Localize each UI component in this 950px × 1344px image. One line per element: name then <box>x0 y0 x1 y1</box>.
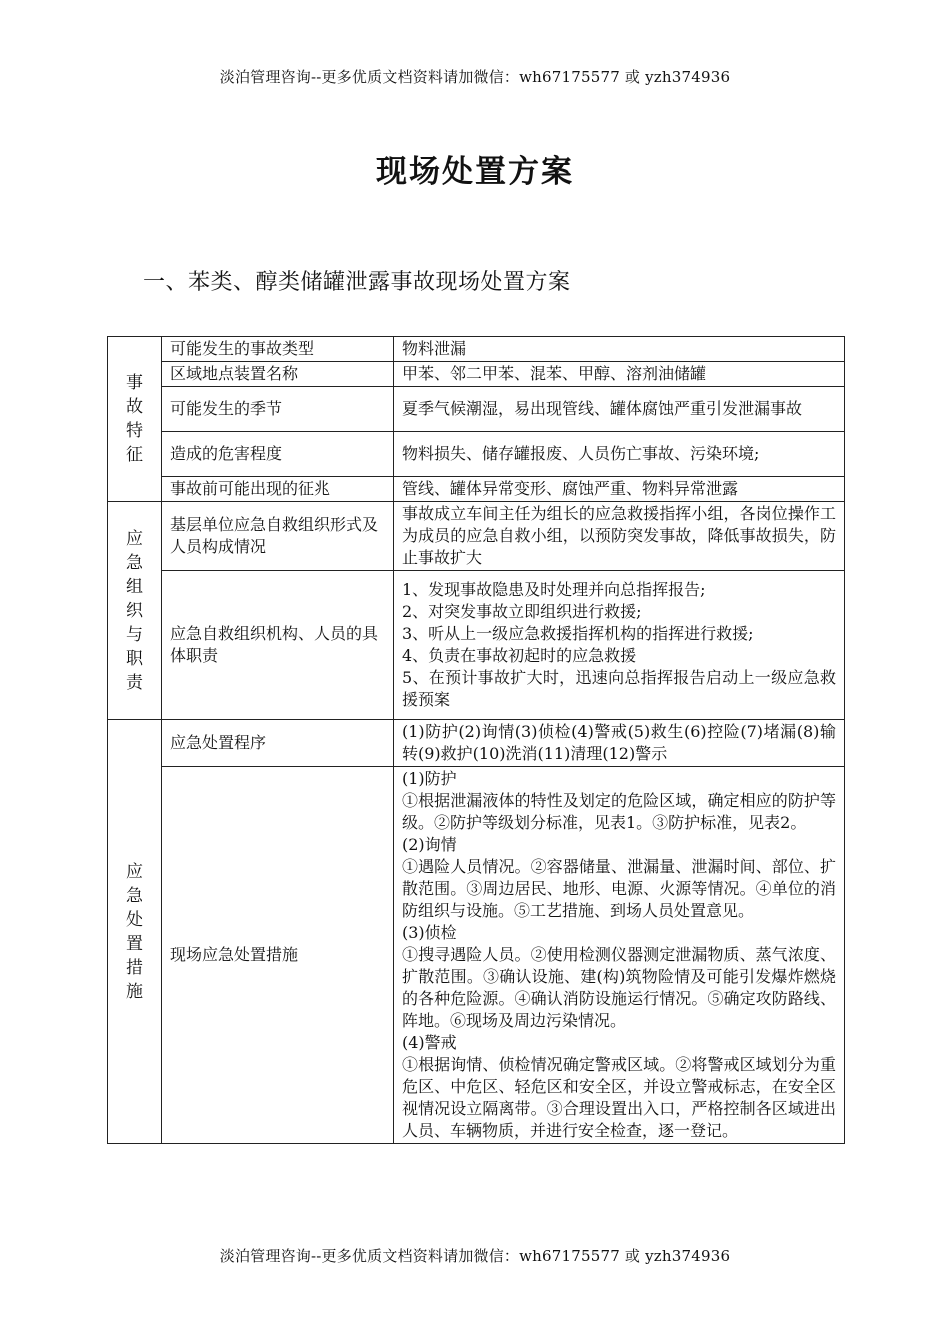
list-item: ①搜寻遇险人员。②使用检测仪器测定泄漏物质、蒸气浓度、扩散范围。③确认设施、建(构)筑物险情及可能引发爆炸燃烧的各种危险源。④确认消防设施运行情况。⑤确定攻防路线、阵地。⑥现场及周边污染情况。 <box>402 945 836 1030</box>
table-row <box>108 571 845 720</box>
row-label: 可能发生的事故类型 <box>162 337 394 362</box>
row-label: 基层单位应急自救组织形式及人员构成情况 <box>162 502 394 571</box>
list-item: (3)侦检 <box>402 923 457 942</box>
list-item: 2、对突发事故立即组织进行救援; <box>402 602 642 621</box>
list-item: (1)防护 <box>402 769 457 788</box>
table-row <box>108 337 845 362</box>
list-item: (2)询情 <box>402 835 457 854</box>
footer-note: 淡泊管理咨询--更多优质文档资料请加微信：wh67175577 或 yzh374936 <box>219 1247 731 1265</box>
category-emergency-measures <box>108 720 162 1144</box>
list-item: 5、在预计事故扩大时，迅速向总指挥报告启动上一级应急救援预案 <box>402 668 836 709</box>
row-label: 应急自救组织机构、人员的具体职责 <box>162 571 394 720</box>
duties-list <box>394 571 845 720</box>
list-item: (4)警戒 <box>402 1033 457 1052</box>
table-row <box>108 767 845 1144</box>
row-label: 区域地点装置名称 <box>162 362 394 387</box>
plan-table <box>107 336 845 1144</box>
row-value: 事故成立车间主任为组长的应急救援指挥小组，各岗位操作工为成员的应急自救小组，以预防突发事故，降低事故损失，防止事故扩大 <box>394 502 845 571</box>
row-value: 物料泄漏 <box>394 337 845 362</box>
row-label: 事故前可能出现的征兆 <box>162 477 394 502</box>
row-value: (1)防护(2)询情(3)侦检(4)警戒(5)救生(6)控险(7)堵漏(8)输转(9)救护(10)洗消(11)清理(12)警示 <box>394 720 845 767</box>
list-item: 3、听从上一级应急救援指挥机构的指挥进行救援; <box>402 624 754 643</box>
list-item: 1、发现事故隐患及时处理并向总指挥报告; <box>402 580 706 599</box>
row-value: 甲苯、邻二甲苯、混苯、甲醇、溶剂油储罐 <box>394 362 845 387</box>
row-value: 夏季气候潮湿，易出现管线、罐体腐蚀严重引发泄漏事故 <box>394 387 845 432</box>
header-note: 淡泊管理咨询--更多优质文档资料请加微信：wh67175577 或 yzh374936 <box>219 68 731 86</box>
document-title: 现场处置方案 <box>376 154 574 190</box>
section-title: 一、苯类、醇类储罐泄露事故现场处置方案 <box>143 270 571 295</box>
category-accident-features <box>108 337 162 502</box>
list-item: ①遇险人员情况。②容器储量、泄漏量、泄漏时间、部位、扩散范围。③周边居民、地形、电源、火源等情况。④单位的消防组织与设施。⑤工艺措施、到场人员处置意见。 <box>402 857 836 920</box>
list-item: ①根据询情、侦检情况确定警戒区域。②将警戒区域划分为重危区、中危区、轻危区和安全区，并设立警戒标志，在安全区视情况设立隔离带。③合理设置出入口，严格控制各区域进出人员、车辆物质，并进行安全检查，逐一登记。 <box>402 1055 836 1140</box>
table-row <box>108 387 845 432</box>
table-row <box>108 502 845 571</box>
table-row <box>108 432 845 477</box>
table-row <box>108 720 845 767</box>
category-label: 应急处置措施 <box>126 861 143 1002</box>
row-label: 造成的危害程度 <box>162 432 394 477</box>
row-label: 应急处置程序 <box>162 720 394 767</box>
table-row <box>108 362 845 387</box>
category-emergency-organization <box>108 502 162 720</box>
row-label: 现场应急处置措施 <box>162 767 394 1144</box>
row-value: 物料损失、储存罐报废、人员伤亡事故、污染环境; <box>394 432 845 477</box>
list-item: 4、负责在事故初起时的应急救援 <box>402 646 637 665</box>
category-label: 事故特征 <box>126 373 143 465</box>
measures-list <box>394 767 845 1144</box>
table-row <box>108 477 845 502</box>
category-label: 应急组织与职责 <box>126 528 143 693</box>
row-label: 可能发生的季节 <box>162 387 394 432</box>
list-item: ①根据泄漏液体的特性及划定的危险区域，确定相应的防护等级。②防护等级划分标准，见表1。③防护标准，见表2。 <box>402 791 836 832</box>
row-value: 管线、罐体异常变形、腐蚀严重、物料异常泄露 <box>394 477 845 502</box>
